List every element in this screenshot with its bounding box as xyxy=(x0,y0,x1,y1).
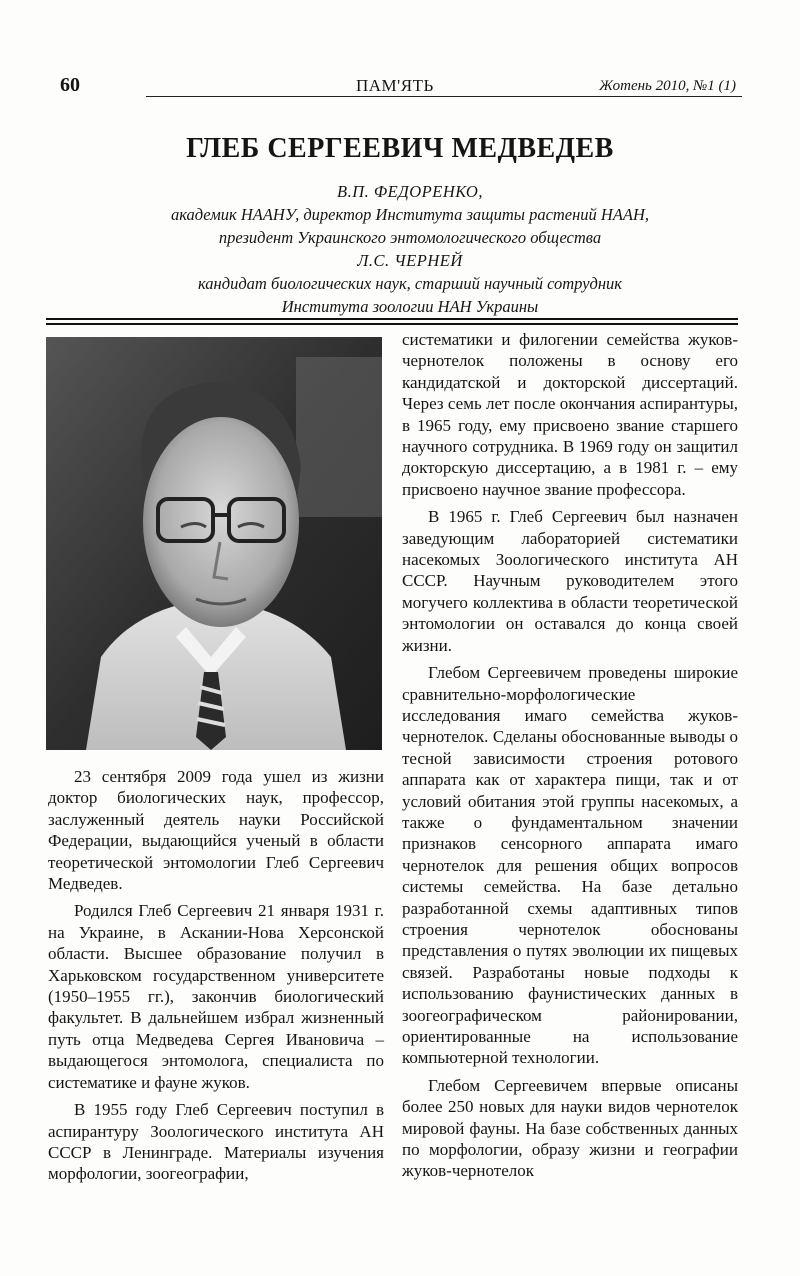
right-column xyxy=(402,329,738,1182)
paragraph: Глебом Сергеевичем впервые описаны более 250 новых для науки видов чернотелок мировой фауны. На базе собственных данных по морфологии, образу жизни и географии жуков-чернотелок xyxy=(402,1075,738,1181)
author-block xyxy=(60,180,760,318)
paragraph: систематики и филогении семейства жуков-чернотелок положены в основу его кандидатской и докторской диссертаций. Через семь лет после окончания аспирантуры, в 1965 году, ему присвоено звание старшего научного сотрудника. В 1969 году он защитил докторскую диссертацию, а в 1981 г. – ему присвоено научное звание профессора. xyxy=(402,330,738,499)
title-divider xyxy=(46,318,738,320)
title-divider xyxy=(46,323,738,325)
article-title: ГЛЕБ СЕРГЕЕВИЧ МЕДВЕДЕВ xyxy=(186,133,614,164)
author-affiliation: академик НААНУ, директор Института защиты растений НААН, xyxy=(170,205,650,224)
author-affiliation: президент Украинского энтомологического общества xyxy=(218,228,602,247)
paragraph: Родился Глеб Сергеевич 21 января 1931 г. на Украине, в Аскании-Нова Херсонской области. Высшее образование получил в Харьковском государственном университете (1950–1955 гг.), закончив биологический факультет. В дальнейшем избрал жизненный путь отца Медведева Сергея Ивановича – выдающегося энтомолога, специалиста по систематике и фауне жуков. xyxy=(48,901,384,1092)
portrait-photo xyxy=(46,337,382,750)
author-name: Л.С. ЧЕРНЕЙ xyxy=(357,251,463,270)
author-affiliation: Института зоологии НАН Украины xyxy=(281,297,539,316)
left-column xyxy=(48,766,384,1185)
paragraph: 23 сентября 2009 года ушел из жизни доктор биологических наук, профессор, заслуженный деятель науки Российской Федерации, выдающийся ученый в области теоретической энтомологии Глеб Сергеевич Медведев. xyxy=(48,767,384,894)
paragraph: В 1965 г. Глеб Сергеевич был назначен заведующим лабораторией систематики насекомых Зоологического института АН СССР. Научным руководителем этого могучего коллектива в области теоретической энтомологии он оставался до конца своей жизни. xyxy=(402,507,738,655)
portrait-image xyxy=(46,337,382,750)
author-name: В.П. ФЕДОРЕНКО, xyxy=(337,182,483,201)
page-number: 60 xyxy=(60,74,80,96)
page-header xyxy=(46,74,742,98)
paragraph: В 1955 году Глеб Сергеевич поступил в аспирантуру Зоологического института АН СССР в Ленинграде. Материалы изучения морфологии, зоогеографии, xyxy=(48,1100,384,1184)
journal-issue: Жотень 2010, №1 (1) xyxy=(599,78,736,94)
paragraph: Глебом Сергеевичем проведены широкие сравнительно-морфологические исследования имаго семейства жуков-чернотелок. Сделаны обоснованные выводы о тесной зависимости строения ротового аппарата как от характера пищи, так и от условий обитания этой группы насекомых, а также о фундаментальном значении признаков сенсорного аппарата имаго чернотелок для решения общих вопросов системы семейства. На базе детально разработанной схемы адаптивных типов строения чернотелок обоснованы представления о путях эволюции их пищевых связей. Разработаны новые подходы к использованию фаунистических данных в зоогеографическом районировании, ориентированные на использование компьютерной технологии. xyxy=(402,663,738,1068)
section-title: ПАМ'ЯТЬ xyxy=(356,76,434,95)
author-affiliation: кандидат биологических наук, старший научный сотрудник xyxy=(198,274,622,293)
header-rule xyxy=(146,96,742,97)
